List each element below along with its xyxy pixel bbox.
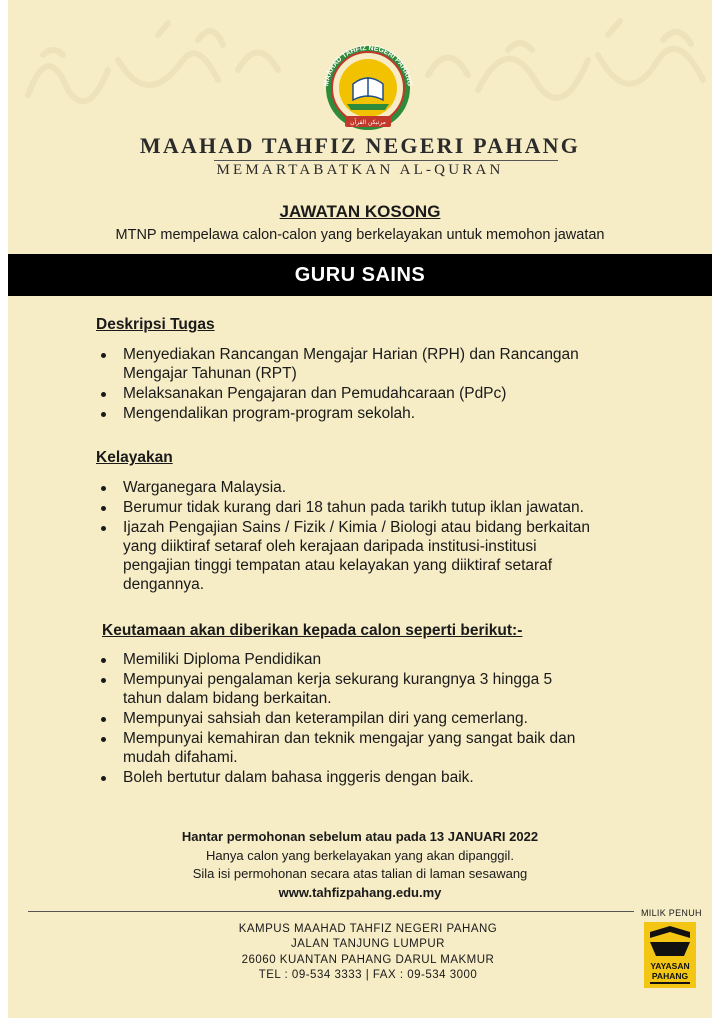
position-title: GURU SAINS: [294, 263, 426, 286]
contact-numbers: TEL : 09-534 3333 | FAX : 09-534 3000: [258, 968, 478, 981]
list-item: Mempunyai pengalaman kerja sekurang kurangnya 3 hingga 5 tahun dalam bidang berkaitan.: [98, 670, 658, 708]
preferences-list: [98, 650, 658, 788]
svg-text:مرتبكن القرآن: مرتبكن القرآن: [350, 119, 386, 126]
svg-text:YAYASAN: YAYASAN: [650, 961, 690, 971]
list-item: Boleh bertutur dalam bahasa inggeris dengan baik.: [98, 768, 658, 787]
application-info: [8, 828, 712, 902]
footer-divider: [28, 911, 634, 912]
duties-list: [98, 345, 658, 424]
duties-heading: Deskripsi Tugas: [96, 316, 215, 333]
application-note: Hanya calon yang berkelayakan yang akan dipanggil.: [206, 847, 514, 863]
vacancy-title: JAWATAN KOSONG: [279, 202, 441, 221]
list-item: Menyediakan Rancangan Mengajar Harian (RPH) dan Rancangan Mengajar Tahunan (RPT): [98, 345, 658, 383]
application-deadline: Hantar permohonan sebelum atau pada 13 JANUARI 2022: [181, 829, 539, 844]
organization-motto: MEMARTABATKAN AL-QURAN: [216, 162, 504, 178]
vacancy-subtitle: MTNP mempelawa calon-calon yang berkelayakan untuk memohon jawatan: [115, 227, 605, 243]
qualifications-heading: Kelayakan: [96, 449, 173, 466]
list-item: Mempunyai kemahiran dan teknik mengajar yang sangat baik dan mudah difahami.: [98, 729, 658, 767]
list-item: Warganegara Malaysia.: [98, 478, 678, 497]
campus-address: [188, 922, 548, 983]
yayasan-pahang-logo-icon: [644, 922, 696, 988]
list-item: Mengendalikan program-program sekolah.: [98, 404, 658, 423]
owner-label: MILIK PENUH: [641, 908, 702, 918]
address-line: 26060 KUANTAN PAHANG DARUL MAKMUR: [241, 953, 495, 966]
application-instructions: Sila isi permohonan secara atas talian di laman sesawang: [192, 866, 528, 881]
qualifications-list: [98, 478, 678, 595]
list-item: Melaksanakan Pengajaran dan Pemudahcaraan (PdPc): [98, 384, 658, 403]
position-banner: [8, 254, 712, 296]
list-item: Berumur tidak kurang dari 18 tahun pada tarikh tutup iklan jawatan.: [98, 498, 678, 517]
preferences-heading: Keutamaan akan diberikan kepada calon seperti berikut:-: [102, 622, 523, 639]
list-item: Ijazah Pengajian Sains / Fizik / Kimia / Biologi atau bidang berkaitan yang diiktiraf setaraf oleh kerajaan daripada institusi-institusi pengajian tinggi tempatan atau kelayakan yang diiktiraf setaraf dengannya.: [98, 518, 678, 594]
address-line: KAMPUS MAAHAD TAHFIZ NEGERI PAHANG: [238, 923, 498, 935]
organization-name: MAAHAD TAHFIZ NEGERI PAHANG: [139, 133, 581, 158]
svg-text:MAAHAD TAHFIZ NEGERI PAHANG: MAAHAD TAHFIZ NEGERI PAHANG: [323, 44, 413, 87]
list-item: Memiliki Diploma Pendidikan: [98, 650, 658, 669]
website-link[interactable]: www.tahfizpahang.edu.my: [278, 884, 442, 900]
maahad-tahfiz-emblem-icon: [313, 42, 423, 134]
list-item: Mempunyai sahsiah dan keterampilan diri yang cemerlang.: [98, 709, 658, 728]
address-line: JALAN TANJUNG LUMPUR: [291, 938, 445, 951]
svg-text:PAHANG: PAHANG: [651, 971, 689, 981]
header-divider: [214, 160, 558, 161]
